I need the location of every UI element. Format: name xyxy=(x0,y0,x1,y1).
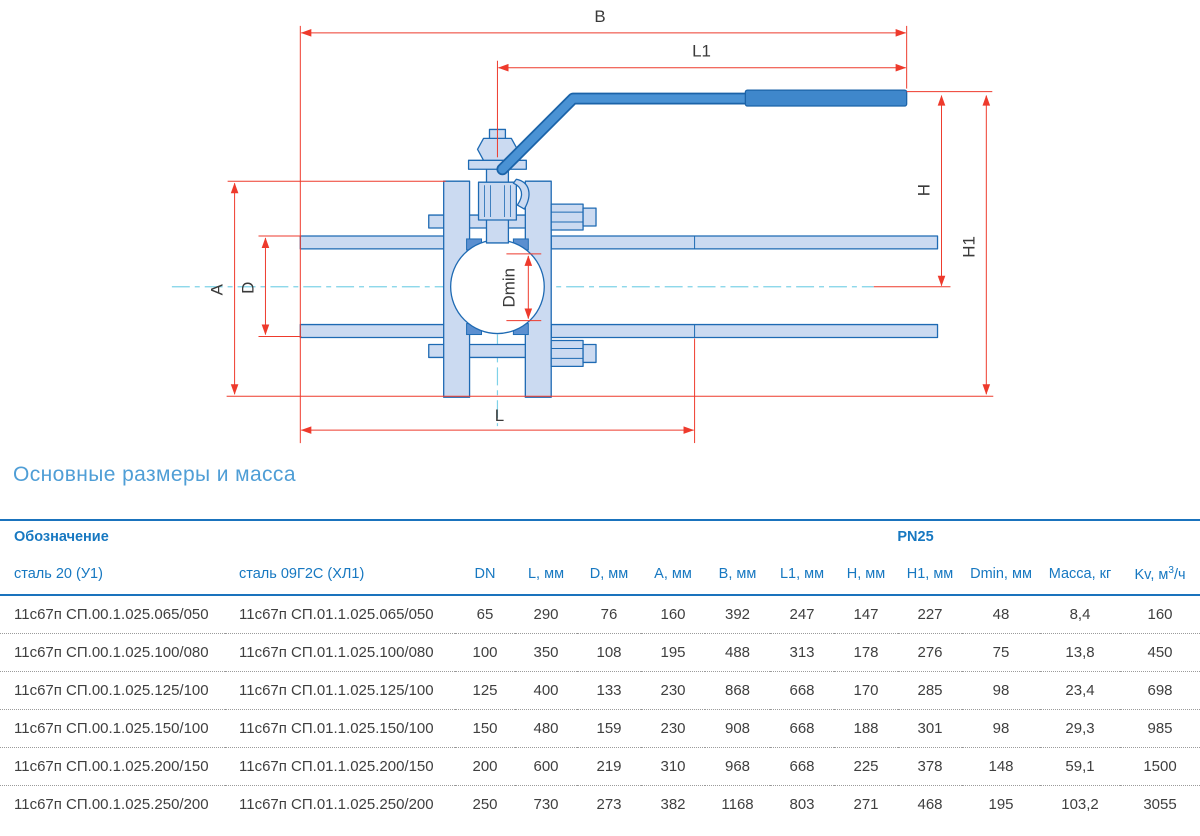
cell-b: 908 xyxy=(725,719,751,737)
cell-a: 230 xyxy=(660,719,686,737)
cell-l: 600 xyxy=(533,757,559,775)
cell-a: 160 xyxy=(660,605,686,623)
cell-steel09g2s: 11с67п СП.01.1.025.100/080 xyxy=(239,643,434,661)
cell-steel09g2s: 11с67п СП.01.1.025.065/050 xyxy=(239,605,434,623)
cell-kv: 698 xyxy=(1147,681,1173,699)
cell-l: 350 xyxy=(533,643,559,661)
cell-a: 230 xyxy=(660,681,686,699)
cell-h: 225 xyxy=(853,757,879,775)
cell-mass: 59,1 xyxy=(1065,757,1095,775)
designation-header: Обозначение xyxy=(14,529,109,545)
cell-steel20: 11с67п СП.00.1.025.250/200 xyxy=(14,795,209,813)
pressure-class-header: PN25 xyxy=(897,529,934,545)
cell-d: 273 xyxy=(596,795,622,813)
dim-label-h1: H1 xyxy=(959,236,979,258)
cell-l1: 668 xyxy=(789,719,815,737)
handle-grip xyxy=(745,90,906,106)
cell-d: 133 xyxy=(596,681,622,699)
cell-mass: 29,3 xyxy=(1065,719,1095,737)
cell-mass: 8,4 xyxy=(1069,605,1091,623)
cell-dmin: 48 xyxy=(992,605,1010,623)
cell-a: 195 xyxy=(660,643,686,661)
col-steel09g2s: сталь 09Г2С (ХЛ1) xyxy=(239,565,365,582)
cell-h: 147 xyxy=(853,605,879,623)
cell-h1: 378 xyxy=(917,757,943,775)
kv-superscript: 3 xyxy=(1168,564,1174,576)
col-d: D, мм xyxy=(589,565,629,582)
table-row xyxy=(0,709,1200,747)
cell-dmin: 75 xyxy=(992,643,1010,661)
cell-h1: 301 xyxy=(917,719,943,737)
cell-dmin: 195 xyxy=(988,795,1014,813)
col-h1: H1, мм xyxy=(906,565,954,582)
cell-b: 488 xyxy=(725,643,751,661)
cell-kv: 3055 xyxy=(1143,795,1177,813)
table-body xyxy=(0,595,1200,823)
cell-l: 480 xyxy=(533,719,559,737)
cell-dn: 125 xyxy=(472,681,498,699)
dim-label-d: D xyxy=(238,281,258,294)
cell-h1: 227 xyxy=(917,605,943,623)
cell-kv: 160 xyxy=(1147,605,1173,623)
cell-l: 730 xyxy=(533,795,559,813)
cell-h1: 468 xyxy=(917,795,943,813)
cell-l1: 668 xyxy=(789,681,815,699)
dimension-lines xyxy=(227,26,994,443)
cell-l: 400 xyxy=(533,681,559,699)
cell-h: 188 xyxy=(853,719,879,737)
cell-h: 170 xyxy=(853,681,879,699)
cell-steel09g2s: 11с67п СП.01.1.025.150/100 xyxy=(239,719,434,737)
cell-steel09g2s: 11с67п СП.01.1.025.250/200 xyxy=(239,795,434,813)
cell-kv: 1500 xyxy=(1143,757,1177,775)
section-title: Основные размеры и масса xyxy=(13,463,296,486)
col-l: L, мм xyxy=(527,565,565,582)
cell-steel09g2s: 11с67п СП.01.1.025.200/150 xyxy=(239,757,434,775)
cell-d: 219 xyxy=(596,757,622,775)
cell-a: 310 xyxy=(660,757,686,775)
right-pipe xyxy=(551,236,937,249)
cell-h: 178 xyxy=(853,643,879,661)
cell-d: 159 xyxy=(596,719,622,737)
dimensions-table xyxy=(0,519,1200,823)
cell-steel20: 11с67п СП.00.1.025.200/150 xyxy=(14,757,209,775)
left-pipe xyxy=(300,236,445,249)
cell-l1: 247 xyxy=(789,605,815,623)
cell-l1: 313 xyxy=(789,643,815,661)
cell-b: 392 xyxy=(725,605,751,623)
cell-dmin: 148 xyxy=(988,757,1014,775)
cell-dn: 200 xyxy=(472,757,498,775)
cell-steel09g2s: 11с67п СП.01.1.025.125/100 xyxy=(239,681,434,699)
col-b: B, мм xyxy=(718,565,757,582)
cell-dn: 65 xyxy=(476,605,494,623)
col-dmin: Dmin, мм xyxy=(970,565,1032,582)
group-header-row xyxy=(0,520,1200,553)
column-header-row xyxy=(0,553,1200,595)
table-row xyxy=(0,633,1200,671)
flange-bolts xyxy=(551,204,596,366)
dim-label-l: L xyxy=(494,406,505,426)
cell-b: 1168 xyxy=(721,795,754,813)
cell-steel20: 11с67п СП.00.1.025.150/100 xyxy=(14,719,209,737)
col-mass: Масса, кг xyxy=(1048,565,1112,582)
cell-steel20: 11с67п СП.00.1.025.065/050 xyxy=(14,605,209,623)
cell-l: 290 xyxy=(533,605,559,623)
cell-b: 968 xyxy=(725,757,751,775)
cell-steel20: 11с67п СП.00.1.025.100/080 xyxy=(14,643,209,661)
handle xyxy=(502,90,906,169)
col-a: A, мм xyxy=(654,565,692,582)
col-dn: DN xyxy=(474,565,496,582)
cell-dmin: 98 xyxy=(992,681,1010,699)
cell-d: 76 xyxy=(600,605,618,623)
cell-steel20: 11с67п СП.00.1.025.125/100 xyxy=(14,681,209,699)
cell-d: 108 xyxy=(596,643,622,661)
cell-mass: 13,8 xyxy=(1065,643,1095,661)
table-row xyxy=(0,671,1200,709)
cell-kv: 450 xyxy=(1147,643,1173,661)
col-kv: Kv, $м^3/ч$ xyxy=(1134,564,1186,583)
dim-label-h: H xyxy=(914,184,934,197)
valve-body xyxy=(300,129,937,397)
table-row xyxy=(0,747,1200,785)
col-steel20: сталь 20 (У1) xyxy=(14,565,103,582)
cell-l1: 803 xyxy=(789,795,815,813)
cell-a: 382 xyxy=(660,795,686,813)
table-row xyxy=(0,785,1200,823)
cell-b: 868 xyxy=(725,681,751,699)
dim-label-a: A xyxy=(207,284,227,296)
cell-h: 271 xyxy=(853,795,879,813)
cell-h1: 276 xyxy=(917,643,943,661)
dim-label-b: B xyxy=(594,6,606,26)
cell-l1: 668 xyxy=(789,757,815,775)
cell-dn: 150 xyxy=(472,719,498,737)
col-l1: L1, мм xyxy=(779,565,825,582)
col-h: H, мм xyxy=(846,565,886,582)
table-header xyxy=(0,520,1200,595)
dim-label-dmin: Dmin xyxy=(499,268,519,308)
table-row xyxy=(0,595,1200,633)
dim-label-l1: L1 xyxy=(692,41,711,61)
cell-mass: 103,2 xyxy=(1061,795,1099,813)
cell-dmin: 98 xyxy=(992,719,1010,737)
cell-dn: 100 xyxy=(472,643,498,661)
cell-kv: 985 xyxy=(1147,719,1173,737)
cell-mass: 23,4 xyxy=(1065,681,1095,699)
cell-dn: 250 xyxy=(472,795,498,813)
cell-h1: 285 xyxy=(917,681,943,699)
